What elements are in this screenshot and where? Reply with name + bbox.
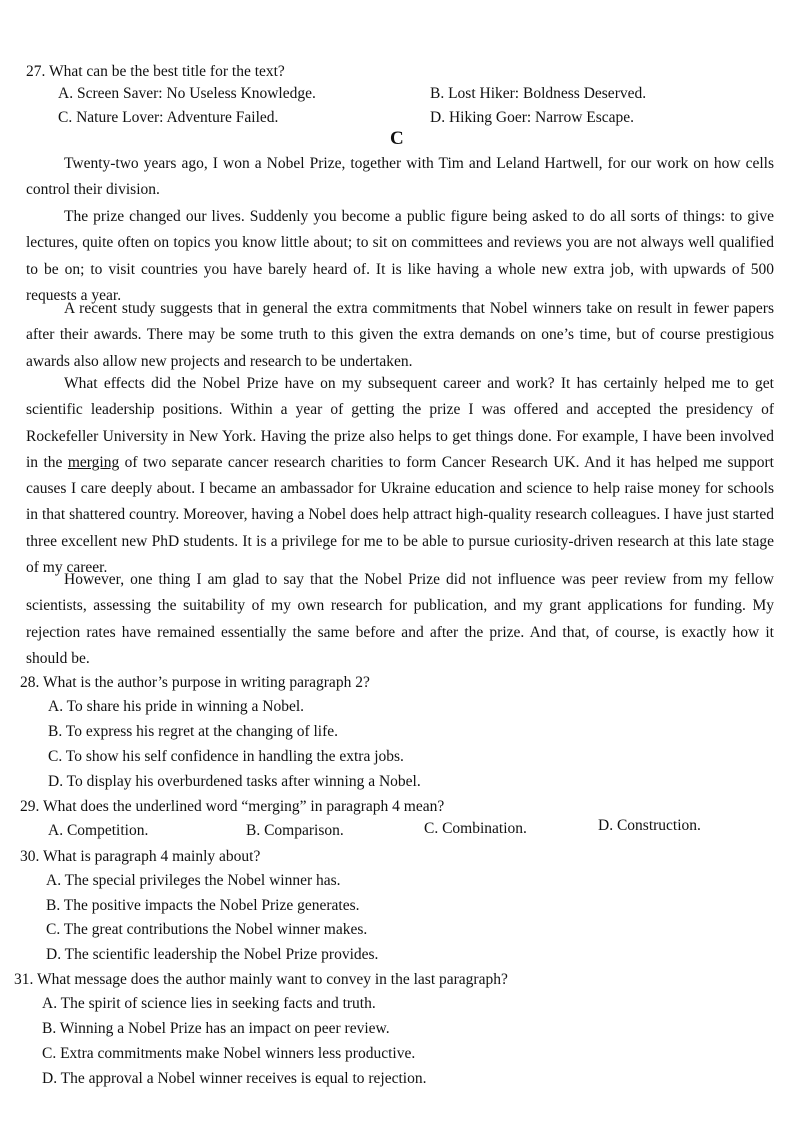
q31-option-a: A. The spirit of science lies in seeking facts and truth. <box>42 995 376 1012</box>
q29-option-d: D. Construction. <box>598 817 701 834</box>
q29-option-b: B. Comparison. <box>246 822 344 839</box>
q28-option-a: A. To share his pride in winning a Nobel. <box>48 698 305 715</box>
q30-option-a: A. The special privileges the Nobel winner has. <box>46 872 341 889</box>
passage-paragraph-2: The prize changed our lives. Suddenly you become a public figure being asked to do all sorts of things: to give lectures, quite often on topics you know little about; to sit on committees and reviews you are not always well qualified to be on; to visit countries you have barely heard of. It is like having a whole new extra job, with upwards of 500 requests a year. <box>26 208 774 304</box>
section-label: C <box>390 128 404 149</box>
q28-option-d: D. To display his overburdened tasks after winning a Nobel. <box>48 773 421 790</box>
q30-option-c: C. The great contributions the Nobel winner makes. <box>46 921 368 938</box>
passage-paragraph-5: However, one thing I am glad to say that the Nobel Prize did not influence was peer review from my fellow scientists, assessing the suitability of my own research for publication, and my grant applications for funding. My rejection rates have remained essentially the same before and after the prize. And that, of course, is exactly how it should be. <box>26 571 774 667</box>
paragraph-4-text-after: of two separate cancer research charities to form Cancer Research UK. And it has helped me support causes I care deeply about. I became an ambassador for Ukraine education and science to help raise money for schools in that shattered country. Moreover, having a Nobel does help attract high-quality research colleagues. I have just started three excellent new PhD students. It is a privilege for me to be able to pursue curiosity-driven research at this late stage of my career. <box>26 453 774 577</box>
q30-option-d: D. The scientific leadership the Nobel Prize provides. <box>46 946 379 963</box>
q28-option-b: B. To express his regret at the changing of life. <box>48 723 339 740</box>
passage-paragraph-1: Twenty-two years ago, I won a Nobel Prize, together with Tim and Leland Hartwell, for our work on how cells control their division. <box>26 155 774 199</box>
q27-option-a: A. Screen Saver: No Useless Knowledge. <box>58 85 316 102</box>
q27-stem: 27. What can be the best title for the text? <box>26 63 285 80</box>
q27-option-c: C. Nature Lover: Adventure Failed. <box>58 109 279 126</box>
q29-stem: 29. What does the underlined word “merging” in paragraph 4 mean? <box>20 798 445 815</box>
q31-stem: 31. What message does the author mainly want to convey in the last paragraph? <box>14 971 508 988</box>
q29-option-a: A. Competition. <box>48 822 149 839</box>
q27-option-b: B. Lost Hiker: Boldness Deserved. <box>430 85 647 102</box>
passage-paragraph-3: A recent study suggests that in general the extra commitments that Nobel winners take on result in fewer papers after their awards. There may be some truth to this given the extra demands on one’s time, but of course prestigious awards also allow new projects and research to be undertaken. <box>26 300 774 370</box>
q31-option-b: B. Winning a Nobel Prize has an impact on peer review. <box>42 1020 390 1037</box>
q31-option-c: C. Extra commitments make Nobel winners less productive. <box>42 1045 416 1062</box>
q30-stem: 30. What is paragraph 4 mainly about? <box>20 848 261 865</box>
passage-paragraph-4 <box>26 371 774 581</box>
q30-option-b: B. The positive impacts the Nobel Prize generates. <box>46 897 360 914</box>
paragraph-4-text-before: What effects did the Nobel Prize have on my subsequent career and work? It has certainly helped me to get scientific leadership positions. Within a year of getting the prize I was offered and accepted the presidency of Rockefeller University in New York. Having the prize also helps to get things done. For example, I have been involved in the <box>26 375 774 471</box>
q28-option-c: C. To show his self confidence in handling the extra jobs. <box>48 748 404 765</box>
underlined-word-merging: merging <box>67 453 120 471</box>
q27-option-d: D. Hiking Goer: Narrow Escape. <box>430 109 635 126</box>
q28-stem: 28. What is the author’s purpose in writing paragraph 2? <box>20 674 370 691</box>
q29-option-c: C. Combination. <box>424 820 527 837</box>
q31-option-d: D. The approval a Nobel winner receives is equal to rejection. <box>42 1070 427 1087</box>
